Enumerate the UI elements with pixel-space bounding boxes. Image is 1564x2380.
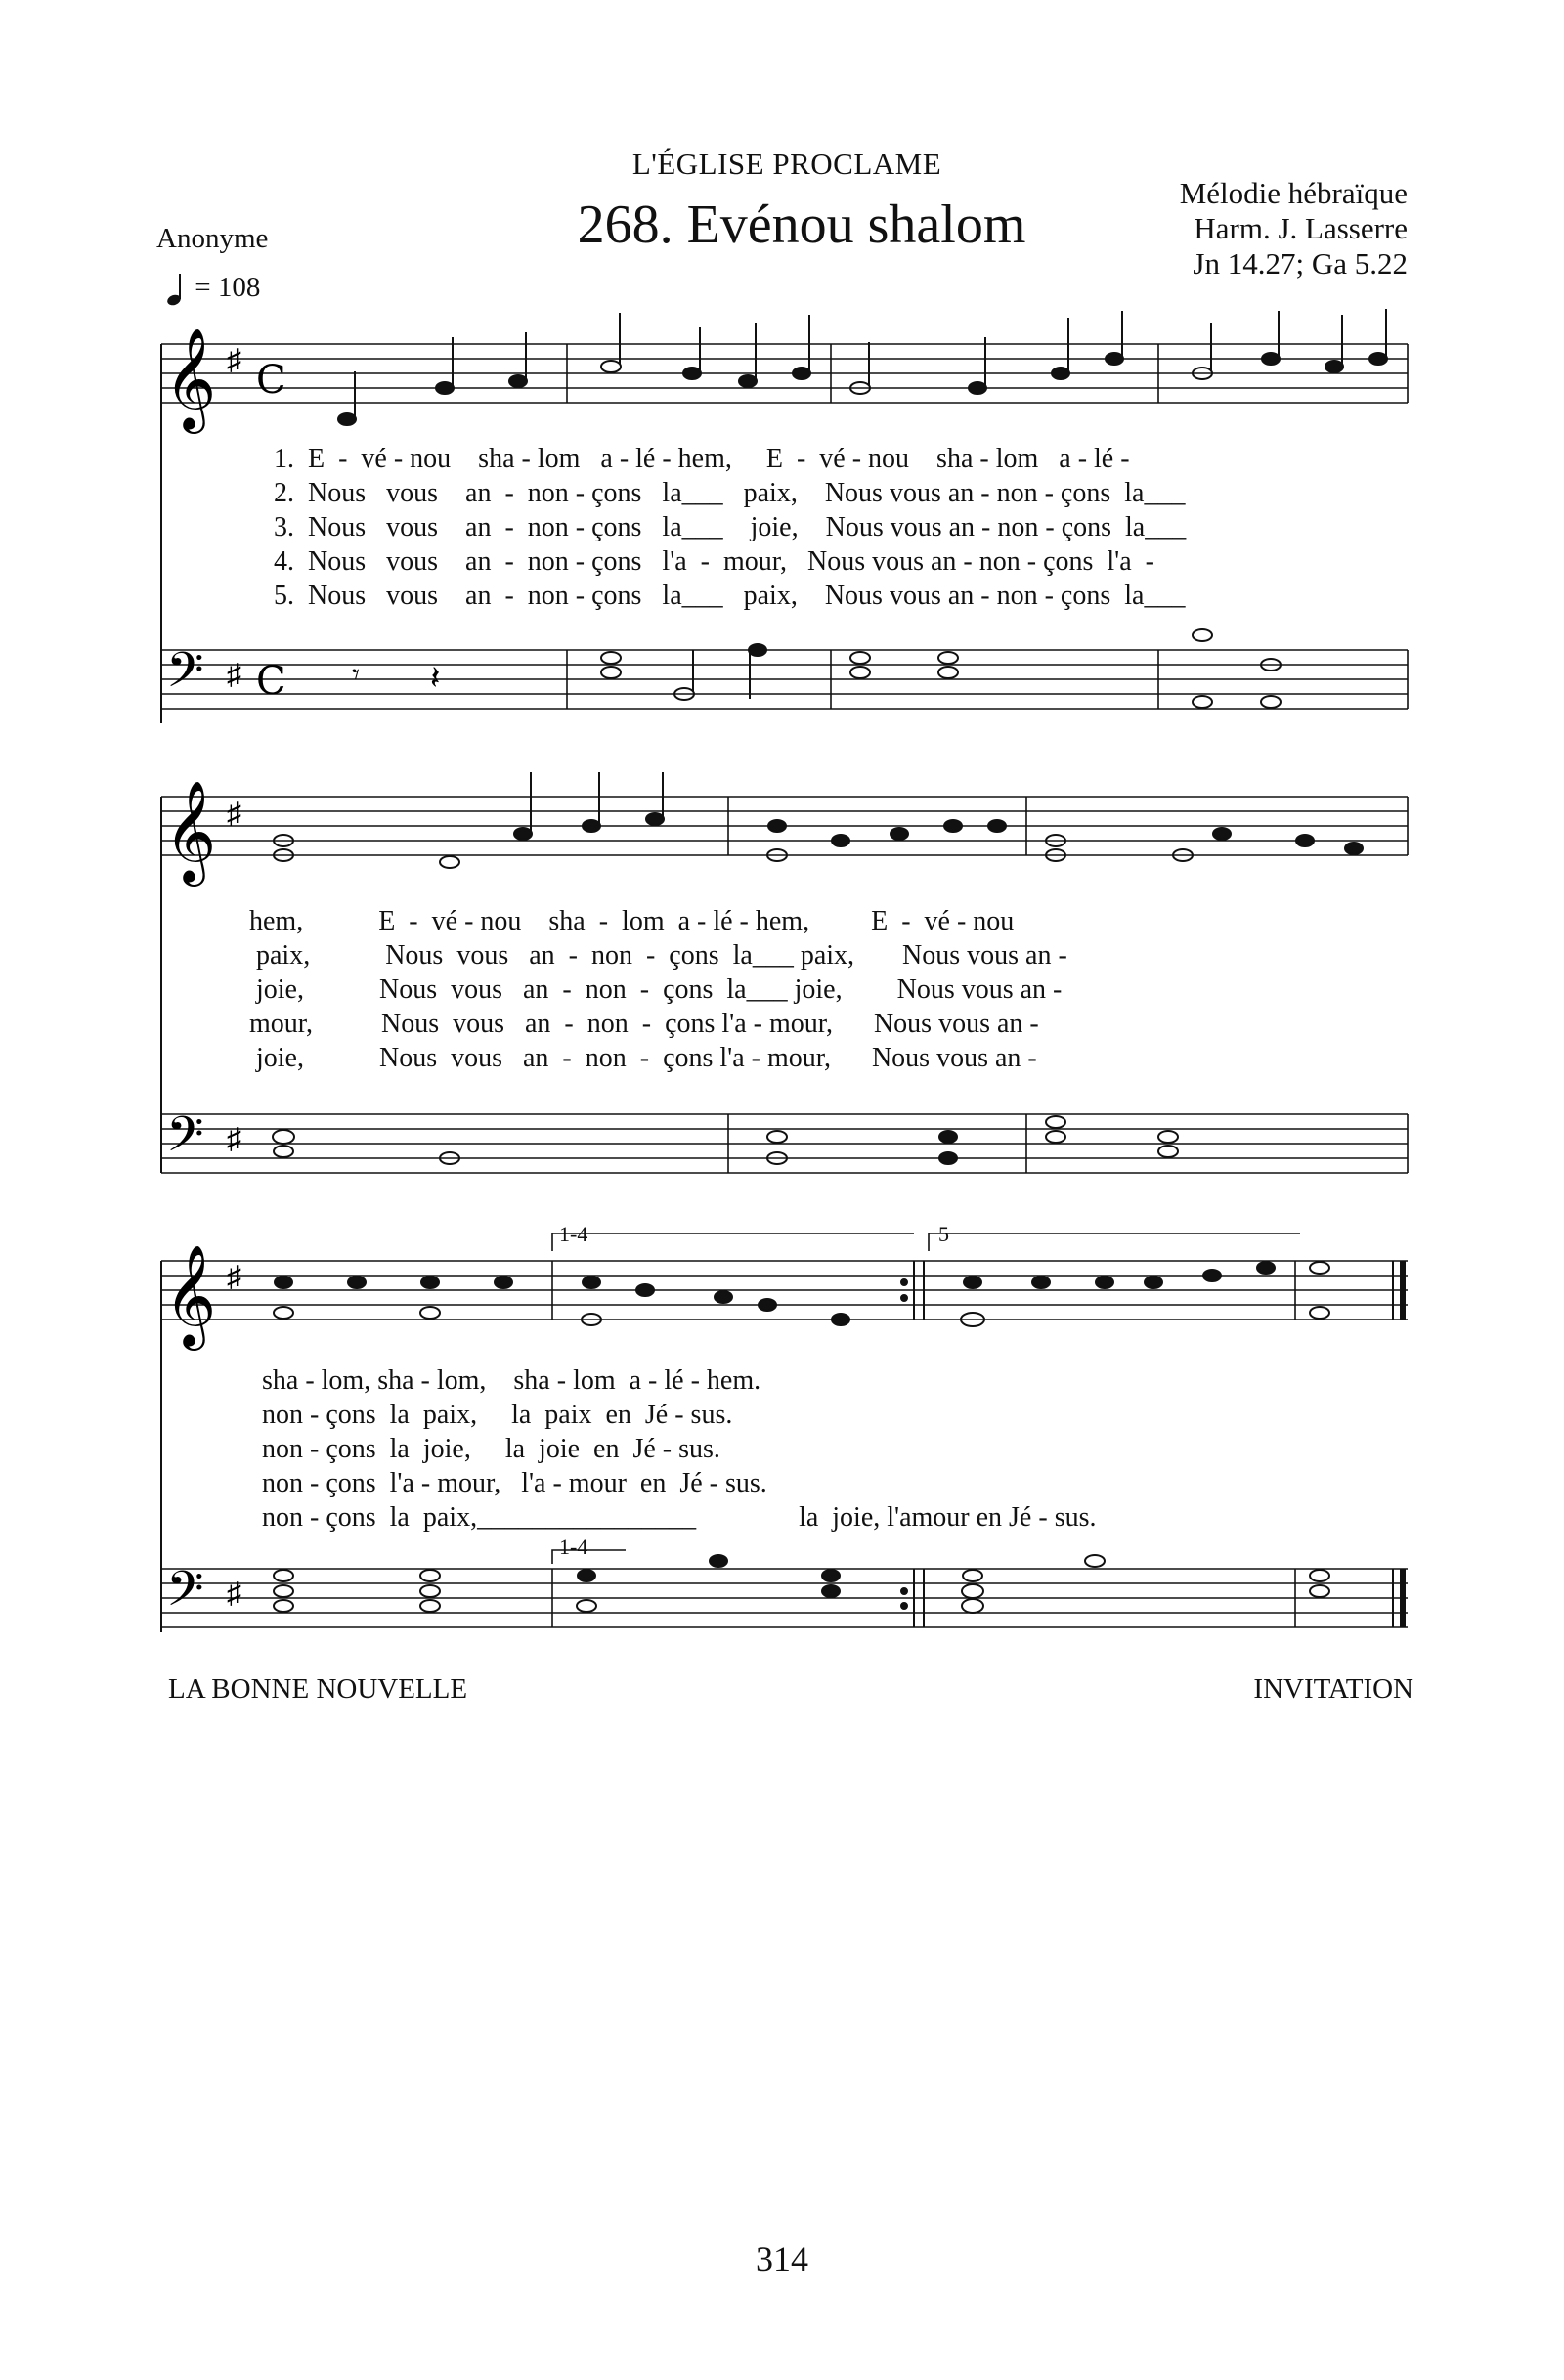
verse-4-line: 4. Nous vous an - non - çons l'a - mour, Nous vous an - non - çons l'a - (274, 546, 1154, 577)
system-2-treble-staff (0, 762, 1564, 899)
verse-1-line: hem, E - vé - nou sha - lom a - lé - hem, E - vé - nou (249, 906, 1015, 936)
system-1-bass-staff (0, 626, 1564, 733)
treble-clef-icon: 𝄞 (164, 327, 217, 430)
scripture-reference: Jn 14.27; Ga 5.22 (1193, 246, 1408, 281)
tempo-value: = 108 (195, 272, 261, 303)
system-1-lyrics (274, 442, 1186, 613)
section-heading: L'ÉGLISE PROCLAME (631, 147, 942, 181)
system-3-treble-staff (0, 1212, 1564, 1359)
verse-4-line: mour, Nous vous an - non - çons l'a - mour, Nous vous an - (249, 1009, 1039, 1039)
page-number: 314 (756, 2239, 808, 2278)
first-ending-label-bass: 1-4 (559, 1535, 588, 1559)
melody-credit: Mélodie hébraïque (1179, 176, 1408, 210)
verse-4-line: non - çons l'a - mour, l'a - mour en Jé - sus. (262, 1468, 767, 1498)
system-3-lyrics (262, 1363, 1096, 1535)
sharp-icon: ♯ (227, 344, 241, 376)
verse-1-line: sha - lom, sha - lom, sha - lom a - lé - hem. (262, 1365, 761, 1396)
bass-clef-icon: 𝄢 (166, 1106, 204, 1175)
system-3-bass-staff (0, 1544, 1564, 1652)
harmony-credit: Harm. J. Lasserre (1194, 211, 1408, 245)
verse-3-line: 3. Nous vous an - non - çons la___ joie, Nous vous an - non - çons la___ (274, 512, 1187, 542)
system-1-treble-staff (0, 323, 1564, 450)
verse-2-line: paix, Nous vous an - non - çons la___ paix, Nous vous an - (249, 940, 1067, 971)
hymn-title: 268. Evénou shalom (577, 195, 1026, 255)
bass-clef-icon: 𝄢 (166, 1561, 204, 1629)
footer-category-left: LA BONNE NOUVELLE (168, 1673, 468, 1705)
footer-category-right: INVITATION (1253, 1673, 1413, 1705)
verse-3-line: non - çons la joie, la joie en Jé - sus. (262, 1434, 720, 1464)
verse-5-line: non - çons la paix,________________ la joie, l'amour en Jé - sus. (262, 1502, 1097, 1533)
system-2-lyrics (249, 904, 1067, 1075)
common-time-icon: C (256, 358, 286, 403)
tempo-marking (166, 272, 260, 307)
sharp-icon: ♯ (227, 1123, 241, 1155)
treble-clef-icon: 𝄞 (164, 780, 217, 883)
author-credit: Anonyme (156, 223, 269, 254)
verse-1-line: 1. E - vé - nou sha - lom a - lé - hem, E - vé - nou sha - lom a - lé - (274, 444, 1130, 474)
treble-clef-icon: 𝄞 (164, 1244, 217, 1347)
sharp-icon: ♯ (227, 798, 241, 830)
common-time-icon: C (256, 659, 286, 704)
credits-block (1095, 176, 1408, 281)
verse-2-line: 2. Nous vous an - non - çons la___ paix, Nous vous an - non - çons la___ (274, 478, 1186, 508)
verse-5-line: joie, Nous vous an - non - çons l'a - mour, Nous vous an - (249, 1043, 1037, 1073)
verse-5-line: 5. Nous vous an - non - çons la___ paix, Nous vous an - non - çons la___ (274, 581, 1186, 611)
verse-3-line: joie, Nous vous an - non - çons la___ joie, Nous vous an - (249, 974, 1063, 1005)
sharp-icon: ♯ (227, 1261, 241, 1293)
bass-clef-icon: 𝄢 (166, 642, 204, 711)
system-2-bass-staff (0, 1095, 1564, 1192)
verse-2-line: non - çons la paix, la paix en Jé - sus. (262, 1400, 733, 1430)
second-ending-label: 5 (938, 1222, 949, 1246)
quarter-note-icon (166, 272, 188, 307)
sharp-icon: ♯ (227, 1578, 241, 1610)
sharp-icon: ♯ (227, 659, 241, 691)
quarter-rest-icon: 𝄽 (430, 661, 441, 697)
eighth-rest-icon: 𝄾 (352, 659, 360, 691)
first-ending-label: 1-4 (559, 1222, 588, 1246)
